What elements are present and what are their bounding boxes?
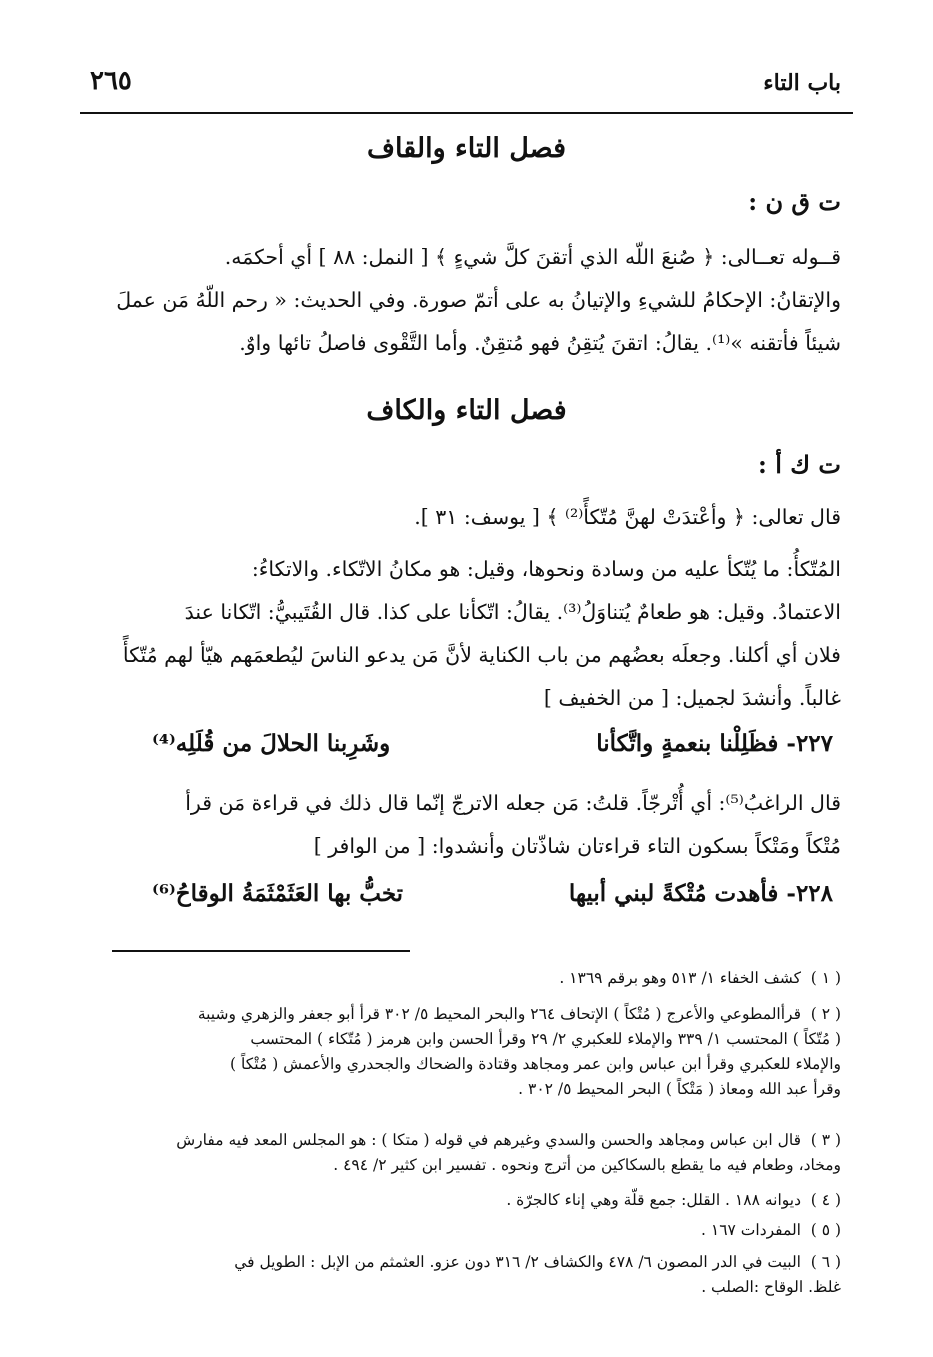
footnote-1 — [90, 966, 841, 991]
footnote-line — [90, 966, 841, 991]
root-entry-tka: ت ك أ : — [758, 450, 841, 479]
footnote-divider — [112, 950, 410, 952]
footnote-line — [90, 1128, 841, 1153]
poetry-verse-227 — [82, 730, 833, 766]
root-entry-tqn: ت ق ن : — [748, 187, 841, 216]
footnote-number: ( ١ ) — [810, 969, 841, 987]
section-heading-taa-qaf: فصل التاء والقاف — [366, 133, 566, 164]
section-heading-taa-kaf: فصل التاء والكاف — [366, 395, 567, 426]
footnote-line: والإملاء للعكبري وقرأ ابن عباس وابن عمر ومجاهد وقتادة والضحاك والجحدري والأعمش ( مُتْكاً ) — [230, 1055, 841, 1073]
footnote-number: ( ٦ ) — [810, 1253, 841, 1271]
page-number: ٢٦٥ — [90, 66, 132, 96]
text-line: قــوله تعــالى: ﴿ صُنعَ اللّه الذي أتقنَ كلَّ شيءٍ ﴾ [ النمل: ٨٨ ] أي أحكمَه. — [224, 245, 841, 269]
footnote-number: ( ٤ ) — [810, 1191, 841, 1209]
footnote-line — [90, 1188, 841, 1213]
footnote-number: ( ٢ ) — [810, 1005, 841, 1023]
footnote-text: قرأالمطوعي والأعرج ( مُتْكاً ) الإتحاف ٢٦٤ والبحر المحيط ٥/ ٣٠٢ قرأ أبو جعفر والزهري وشيبة — [197, 1005, 801, 1023]
footnote-line — [90, 1250, 841, 1275]
footnote-line — [90, 1218, 841, 1243]
text-line: فلان أي أكلنا. وجعلَه بعضُهم من باب الكناية لأنَّ مَن يدعو الناسَ ليُطعمَهم هيّأ لهم مُتّكأً — [122, 643, 841, 667]
poetry-verse-228 — [82, 880, 833, 916]
footnote-2 — [90, 1002, 841, 1102]
entry-text-raghib — [82, 782, 841, 868]
footnote-3 — [90, 1128, 841, 1178]
footnote-number: ( ٣ ) — [810, 1131, 841, 1149]
text-line: غالباً. وأنشدَ لجميل: [ من الخفيف ] — [543, 686, 841, 710]
text-line: مُتْكاً ومَتْكاً بسكون التاء قراءتان شاذّتان وأنشدوا: [ من الوافر ] — [313, 834, 841, 858]
entry-text-tqn — [82, 236, 841, 365]
footnote-6 — [90, 1250, 841, 1300]
footnote-line — [90, 1002, 841, 1027]
footnote-line: ومخاد، وطعام فيه ما يقطع بالسكاكين من أترج ونحوه . تفسير ابن كثير ٢/ ٤٩٤ . — [333, 1156, 841, 1174]
verse-first-hemistich: ٢٢٧- فظَلِلْنا بنعمةٍ واتَّكأنا — [596, 730, 833, 757]
text-line: شيئاً فأتقنه »⁽¹⁾. يقالُ: اتقنَ يُتقِنُ فهو مُتقِنٌ. وأما التَّقْوى فاصلُ تائها واوٌ. — [239, 331, 841, 355]
footnote-text: المفردات ١٦٧ . — [701, 1221, 801, 1239]
text-line: والإتقانُ: الإحكامُ للشيءِ والإتيانُ به على أتمّ صورة. وفي الحديث: « رحم اللّهُ مَن عملَ — [116, 288, 841, 312]
header-divider — [80, 112, 853, 114]
text-line: الاعتمادُ. وقيل: هو طعامٌ يُتناوَلُ⁽³⁾. يقالُ: اتّكأنا على كذا. قال القُتَيبيُّ: اتّكانا عندَ — [184, 600, 841, 624]
text-line: قال تعالى: ﴿ وأعْتدَتْ لهنَّ مُتّكأً⁽²⁾ ﴾ [ يوسف: ٣١ ]. — [414, 505, 841, 529]
verse-second-hemistich: وشَرِبنا الحلالَ من قُلَلِه⁽⁴⁾ — [152, 730, 391, 757]
footnote-line: وقرأ عبد الله ومعاذ ( مَتْكاً ) البحر المحيط ٥/ ٣٠٢ . — [518, 1080, 841, 1098]
footnote-number: ( ٥ ) — [810, 1221, 841, 1239]
footnote-text: البيت في الدر المصون ٦/ ٤٧٨ والكشاف ٢/ ٣١٦ دون عزو. العثمثم من الإبل : الطويل في — [234, 1253, 801, 1271]
quran-citation — [82, 496, 841, 539]
footnote-line: غلظ. الوقاح :الصلب . — [701, 1278, 841, 1296]
footnote-text: ديوانه ١٨٨ . القلل: جمع قلّة وهي إناء كالجرّة . — [506, 1191, 801, 1209]
chapter-title: باب التاء — [763, 70, 841, 96]
text-line: المُتّكأُ: ما يُتّكأ عليه من وسادة ونحوها، وقيل: هو مكانُ الاتّكاء. والاتكاءُ: — [251, 557, 841, 581]
footnote-text: كشف الخفاء ١/ ٥١٣ وهو برقم ١٣٦٩ . — [559, 969, 801, 987]
verse-first-hemistich: ٢٢٨- فأهدت مُتْكةً لبني أبيها — [568, 880, 833, 907]
footnote-line: ( مُتّكاً ) المحتسب ١/ ٣٣٩ والإملاء للعكبري ٢/ ٢٩ وقرأ الحسن وابن هرمز ( مُتّكاء ) المحتسب — [250, 1030, 841, 1048]
entry-text-tka — [82, 548, 841, 720]
footnote-4 — [90, 1188, 841, 1213]
footnote-5 — [90, 1218, 841, 1243]
text-line: قال الراغبُ⁽⁵⁾: أي أُتْرجّاً. قلتُ: مَن جعله الاترجّ إنّما قال ذلك في قراءة مَن قرأ — [185, 791, 841, 815]
footnote-text: قال ابن عباس ومجاهد والحسن والسدي وغيرهم في قوله ( متكا ) : هو المجلس المعد فيه مفارش — [176, 1131, 801, 1149]
verse-second-hemistich: تخبُّ بها العَثَمْثَمَةُ الوقاحُ⁽⁶⁾ — [152, 880, 404, 907]
